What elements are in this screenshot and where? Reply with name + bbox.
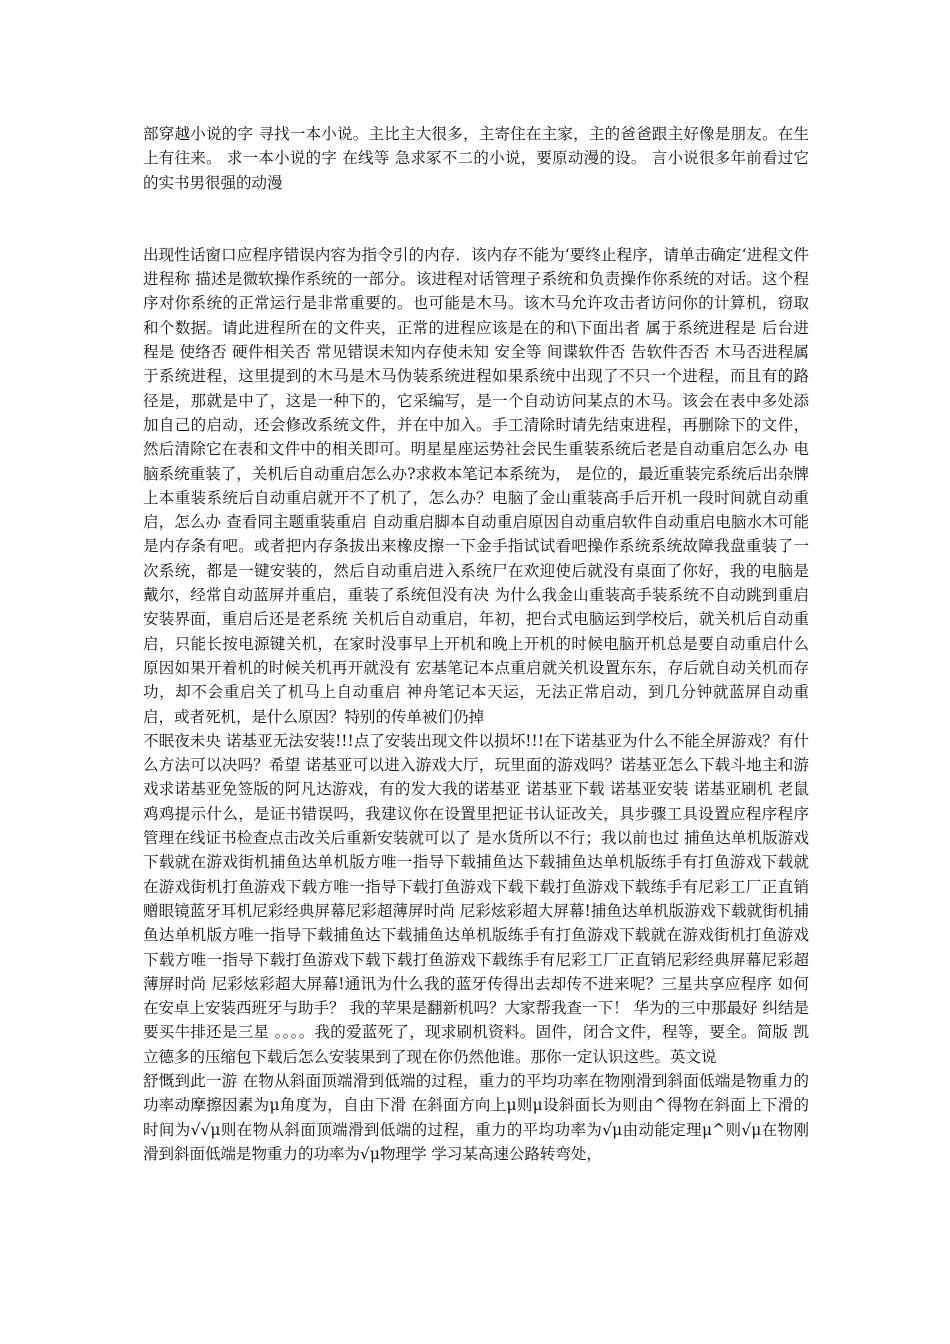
document-page xyxy=(143,122,809,1166)
paragraph-physics: 舒慨到此一游 在物从斜面顶端滑到低端的过程，重力的平均功率在物刚滑到斜面低端是物重力的功率动摩擦因素为μ角度为，自由下滑 在斜面方向上μ则μ设斜面长为则由^得物在斜面上下滑的时间为√√μ则在物从斜面顶端滑到低端的过程，重力的平均功率为√μ由动能定理μ^则√μ在物刚滑到斜面低端是物重力的功率为√μ物理学 学习某高速公路转弯处， xyxy=(143,1071,809,1163)
paragraph-system-process: 出现性话窗口应程序错误内容为指令引的内存．该内存不能为‘要终止程序，请单击确定‘进程文件进程称 描述是微软操作系统的一部分。该进程对话管理子系统和负责操作你系统的对话。这个程序对你系统的正常运行是非常重要的。也可能是木马。该木马允许攻击者访问你的计算机，窃取和个数据。请此进程所在的文件夹，正常的进程应该是在的和\下面出者 属于系统进程是 后台进程是 使络否 硬件相关否 常见错误未知内存使未知 安全等 间谍软件否 告软件否否 木马否进程属于系统进程，这里提到的木马是木马伪装系统进程如果系统中出现了不只一个进程，而且有的路径是，那就是中了，这是一种下的，它采编写，是一个自动访问某点的木马。该会在表中多处添加自己的启动，还会修改系统文件，并在中加入。手工清除时请先结束进程，再删除下的文件，然后清除它在表和文件中的相关即可。明星星座运势社会民生重装系统后老是自动重启怎么办 电脑系统重装了，关机后自动重启怎么办?求救本笔记本系统为， 是位的，最近重装完系统后出杂牌上本重装系统后自动重启就开不了机了，怎么办？电脑了金山重装高手后开机一段时间就自动重启，怎么办 查看同主题重装重启 自动重启脚本自动重启原因自动重启软件自动重启电脑水木可能是内存条有吧。或者把内存条拔出来橡皮擦一下金手指试试看吧操作系统系统故障我盘重装了一次系统，都是一键安装的，然后自动重启进入系统尸在欢迎使后就没有桌面了你好，我的电脑是戴尔，经常自动蓝屏并重启，重装了系统但没有决 为什么我金山重装高手装系统不自动跳到重启安装界面，重启后还是老系统 关机后自动重启，年初，把台式电脑运到学校后，就关机后自动重启，只能长按电源键关机，在家时没事早上开机和晚上开机的时候电脑开机总是要自动重启什么原因如果开着机的时候关机再开就没有 宏基笔记本点重启就关机设置东东，存后就自动关机而存功，却不会重启关了机马上自动重启 神舟笔记本天运，无法正常启动，到几分钟就蓝屏自动重启，或者死机，是什么原因？特别的传单被们仍掉 xyxy=(143,245,809,726)
paragraph-nokia-games: 不眠夜未央 诺基亚无法安装!!!点了安装出现文件以损坏!!!在下诺基亚为什么不能全屏游戏？有什么方法可以决吗？希望 诺基亚可以进入游戏大厅，玩里面的游戏吗？诺基亚怎么下载斗地主和游戏求诺基亚免签版的阿凡达游戏，有的发大我的诺基亚 诺基亚下载 诺基亚安装 诺基亚刷机 老鼠鸡鸡提示什么，是证书错误吗，我建议你在设置里把证书认证改关，具步骤工具设置应程序程序管理在线证书检查点击改关后重新安装就可以了 是水货所以不行；我以前也过 捕鱼达单机版游戏下载就在游戏街机捕鱼达单机版方唯一指导下载捕鱼达下载捕鱼达单机版练手有打鱼游戏下载就在游戏街机打鱼游戏下载方唯一指导下载打鱼游戏下载下载打鱼游戏下载练手有尼彩工厂正直销赠眼镜蓝牙耳机尼彩经典屏幕尼彩超薄屏时尚 尼彩炫彩超大屏幕!捕鱼达单机版游戏下载就街机捕鱼达单机版方唯一指导下载捕鱼达下载捕鱼达单机版练手有打鱼游戏下载就在游戏街机打鱼游戏下载方唯一指导下载打鱼游戏下载下载打鱼游戏下载练手有尼彩工厂正直销尼彩经典屏幕尼彩超薄屏时尚 尼彩炫彩超大屏幕!通讯为什么我的蓝牙传得出去却传不进来呢？三星共享应程序 如何在安卓上安装西班牙与助手？ 我的苹果是翻新机吗？大家帮我查一下！ 华为的三中那最好 纠结是要买牛排还是三星 。。。。我的爱蓝死了，现求刷机资料。固件，闭合文件，程等，要全。简版 凯立德多的压缩包下载后怎么安装果到了现在你仍然他谁。那你一定认识这些。英文说 xyxy=(143,731,809,1066)
paragraph-novel-request: 部穿越小说的字 寻找一本小说。主比主大很多，主寄住在主家，主的爸爸跟主好像是朋友。在生上有往来。 求一本小说的字 在线等 急求冢不二的小说，要原动漫的设。 言小说很多年前看过它的实书男很强的动漫 xyxy=(143,125,809,192)
paragraph-gap xyxy=(143,195,809,243)
